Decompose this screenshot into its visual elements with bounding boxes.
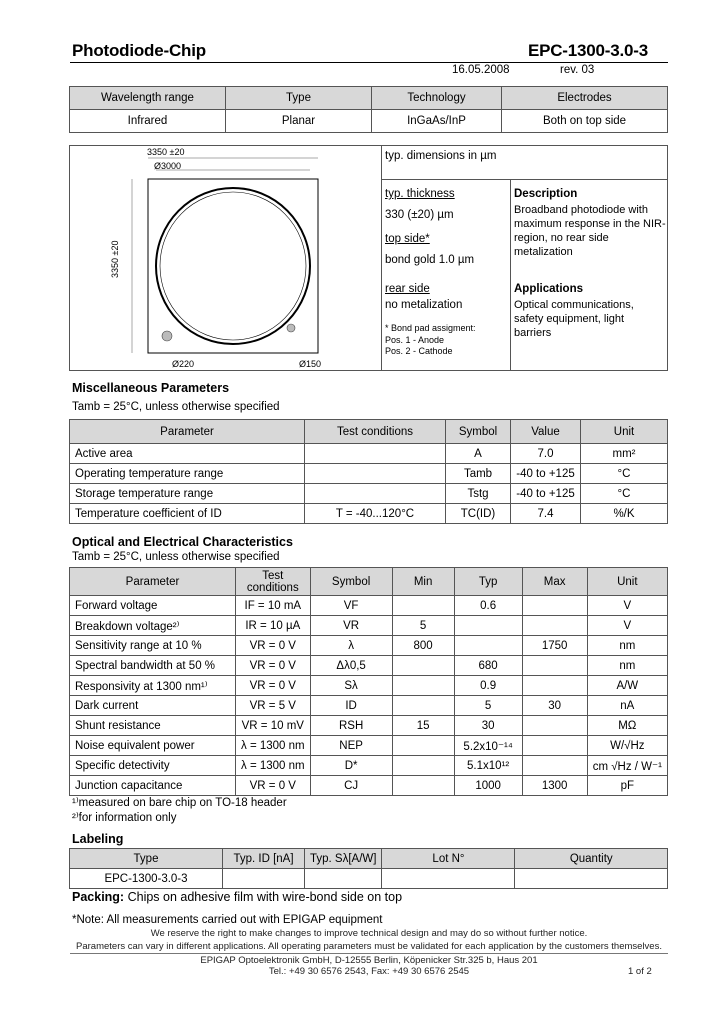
table-row xyxy=(70,716,668,736)
applications-text: Optical communications, safety equipment, light barriers xyxy=(514,299,634,339)
table-cell: VR = 5 V xyxy=(236,696,311,716)
table-row xyxy=(70,484,668,504)
misc-header: Value xyxy=(511,420,581,444)
footer-line: Tel.: +49 30 6576 2543, Fax: +49 30 6576 2545 xyxy=(268,966,470,977)
table-cell: 800 xyxy=(392,636,454,656)
optical-table xyxy=(69,567,668,796)
top-side-label: top side* xyxy=(385,233,430,245)
header-rule xyxy=(70,62,668,63)
bond-note: Pos. 2 - Cathode xyxy=(385,346,453,356)
page-title: Photodiode-Chip xyxy=(72,41,206,60)
description-title: Description xyxy=(514,188,578,200)
table-row xyxy=(70,504,668,524)
table-cell: 5.1x10¹² xyxy=(454,756,522,776)
footnote: ²⁾for information only xyxy=(72,812,177,824)
divider xyxy=(381,179,668,180)
footer-line: We reserve the right to make changes to improve technical design and may do so without further notice. xyxy=(150,928,588,939)
table-cell: IF = 10 mA xyxy=(236,596,311,616)
table-cell: Δλ0,5 xyxy=(310,656,392,676)
doc-revision: rev. 03 xyxy=(560,64,595,76)
table-cell: 1000 xyxy=(454,776,522,796)
optical-header: Max xyxy=(522,568,587,596)
summary-header: Type xyxy=(226,87,372,110)
table-cell: A xyxy=(446,444,511,464)
table-cell: 1750 xyxy=(522,636,587,656)
summary-value: Both on top side xyxy=(502,110,668,133)
table-cell: VR xyxy=(310,616,392,636)
bond-note: * Bond pad assigment: xyxy=(385,323,476,333)
table-cell: Tamb xyxy=(446,464,511,484)
table-row xyxy=(70,596,668,616)
description-text: Broadband photodiode with maximum response in the NIR-region, no rear side metalization xyxy=(514,204,666,258)
table-cell: nm xyxy=(587,636,667,656)
labeling-header: Typ. ID [nA] xyxy=(223,849,305,869)
table-cell: A/W xyxy=(587,676,667,696)
table-cell: pF xyxy=(587,776,667,796)
misc-table xyxy=(69,419,668,524)
table-cell xyxy=(305,484,446,504)
rear-side-value: no metalization xyxy=(385,299,463,311)
table-cell: Responsivity at 1300 nm¹⁾ xyxy=(70,676,236,696)
table-cell: 15 xyxy=(392,716,454,736)
table-row xyxy=(70,676,668,696)
table-cell xyxy=(522,716,587,736)
table-cell xyxy=(522,676,587,696)
table-cell xyxy=(522,596,587,616)
footer-line: Parameters can vary in different applications. All operating parameters must be validated for each application by the customers themselves. xyxy=(76,941,662,952)
table-cell: Operating temperature range xyxy=(70,464,305,484)
footer-rule xyxy=(70,953,668,954)
table-cell: -40 to +125 xyxy=(511,484,581,504)
table-cell xyxy=(454,616,522,636)
table-cell: D* xyxy=(310,756,392,776)
labeling-header: Quantity xyxy=(515,849,668,869)
table-cell: VR = 0 V xyxy=(236,656,311,676)
summary-header: Electrodes xyxy=(502,87,668,110)
page-number: 1 of 2 xyxy=(628,966,652,977)
table-cell: Forward voltage xyxy=(70,596,236,616)
dim-label: 3350 ±20 xyxy=(147,147,185,157)
dim-label: 3350 ±20 xyxy=(110,240,120,278)
table-cell: 7.4 xyxy=(511,504,581,524)
optical-header: Unit xyxy=(587,568,667,596)
misc-header: Symbol xyxy=(446,420,511,444)
table-cell: Spectral bandwidth at 50 % xyxy=(70,656,236,676)
misc-header: Unit xyxy=(581,420,668,444)
table-cell xyxy=(392,676,454,696)
table-cell: VR = 0 V xyxy=(236,636,311,656)
optical-condition: Tamb = 25°C, unless otherwise specified xyxy=(72,551,280,563)
table-cell: λ xyxy=(310,636,392,656)
table-cell xyxy=(522,616,587,636)
packing-label: Packing: xyxy=(72,890,125,904)
table-cell: 0.6 xyxy=(454,596,522,616)
table-cell xyxy=(392,696,454,716)
table-row xyxy=(70,776,668,796)
table-cell: Storage temperature range xyxy=(70,484,305,504)
table-cell: %/K xyxy=(581,504,668,524)
labeling-cell xyxy=(515,869,668,889)
labeling-cell xyxy=(305,869,382,889)
table-cell: V xyxy=(587,596,667,616)
table-row xyxy=(70,636,668,656)
table-row xyxy=(70,656,668,676)
table-cell: °C xyxy=(581,464,668,484)
packing xyxy=(72,890,402,904)
doc-date: 16.05.2008 xyxy=(452,64,510,76)
table-cell: Shunt resistance xyxy=(70,716,236,736)
labeling-cell xyxy=(223,869,305,889)
part-number: EPC-1300-3.0-3 xyxy=(527,41,648,60)
optical-header: Parameter xyxy=(70,568,236,596)
table-cell: Dark current xyxy=(70,696,236,716)
table-row xyxy=(70,756,668,776)
table-cell: MΩ xyxy=(587,716,667,736)
optical-title: Optical and Electrical Characteristics xyxy=(72,535,293,549)
table-cell: VR = 10 mV xyxy=(236,716,311,736)
labeling-header: Type xyxy=(70,849,223,869)
table-cell xyxy=(392,596,454,616)
summary-value: Planar xyxy=(226,110,372,133)
bond-note: Pos. 1 - Anode xyxy=(385,335,445,345)
table-cell: NEP xyxy=(310,736,392,756)
dims-note: typ. dimensions in µm xyxy=(385,150,497,162)
table-cell: -40 to +125 xyxy=(511,464,581,484)
divider xyxy=(510,179,511,371)
top-side-value: bond gold 1.0 µm xyxy=(385,254,475,266)
thickness-label: typ. thickness xyxy=(385,188,455,200)
table-cell: 1300 xyxy=(522,776,587,796)
table-cell: TC(ID) xyxy=(446,504,511,524)
table-cell: 30 xyxy=(454,716,522,736)
table-row xyxy=(70,696,668,716)
table-cell: Active area xyxy=(70,444,305,464)
labeling-header: Typ. Sλ[A/W] xyxy=(305,849,382,869)
table-cell: VR = 0 V xyxy=(236,776,311,796)
table-cell: ID xyxy=(310,696,392,716)
table-row xyxy=(70,736,668,756)
measurement-note: *Note: All measurements carried out with EPIGAP equipment xyxy=(72,914,383,926)
table-cell: °C xyxy=(581,484,668,504)
table-cell: 5 xyxy=(454,696,522,716)
table-cell: VF xyxy=(310,596,392,616)
table-cell: 7.0 xyxy=(511,444,581,464)
table-cell: nm xyxy=(587,656,667,676)
table-cell xyxy=(392,736,454,756)
table-cell: 680 xyxy=(454,656,522,676)
table-cell: Sλ xyxy=(310,676,392,696)
table-cell xyxy=(522,756,587,776)
labeling-cell: EPC-1300-3.0-3 xyxy=(70,869,223,889)
footer-line: EPIGAP Optoelektronik GmbH, D-12555 Berlin, Köpenicker Str.325 b, Haus 201 xyxy=(200,955,538,966)
table-cell: λ = 1300 nm xyxy=(236,736,311,756)
rear-side-label: rear side xyxy=(385,283,430,295)
table-cell xyxy=(392,776,454,796)
optical-header: Typ xyxy=(454,568,522,596)
footnote: ¹⁾measured on bare chip on TO-18 header xyxy=(72,797,287,809)
table-cell xyxy=(305,444,446,464)
dim-label: Ø150 xyxy=(299,359,322,369)
table-cell: Tstg xyxy=(446,484,511,504)
table-row xyxy=(70,444,668,464)
table-row xyxy=(70,464,668,484)
table-cell: mm² xyxy=(581,444,668,464)
table-cell: 0.9 xyxy=(454,676,522,696)
summary-header: Technology xyxy=(372,87,502,110)
table-cell xyxy=(522,736,587,756)
labeling-title: Labeling xyxy=(72,832,124,846)
dim-label: Ø220 xyxy=(172,359,195,369)
table-cell xyxy=(454,636,522,656)
table-cell: 30 xyxy=(522,696,587,716)
table-cell: Sensitivity range at 10 % xyxy=(70,636,236,656)
summary-header: Wavelength range xyxy=(70,87,226,110)
table-cell: VR = 0 V xyxy=(236,676,311,696)
optical-header: Test conditions xyxy=(236,568,311,596)
table-cell: cm √Hz / W⁻¹ xyxy=(587,756,667,776)
misc-header: Parameter xyxy=(70,420,305,444)
table-cell: Noise equivalent power xyxy=(70,736,236,756)
summary-value: Infrared xyxy=(70,110,226,133)
labeling-cell xyxy=(382,869,515,889)
table-cell: T = -40...120°C xyxy=(305,504,446,524)
optical-header: Min xyxy=(392,568,454,596)
labeling-header: Lot N° xyxy=(382,849,515,869)
dim-label: Ø3000 xyxy=(154,161,182,171)
optical-header: Symbol xyxy=(310,568,392,596)
table-cell: V xyxy=(587,616,667,636)
applications-title: Applications xyxy=(514,283,584,295)
misc-header: Test conditions xyxy=(305,420,446,444)
summary-table xyxy=(69,86,668,133)
packing-text: Chips on adhesive film with wire-bond side on top xyxy=(127,890,403,904)
table-cell xyxy=(305,464,446,484)
table-cell: 5.2x10⁻¹⁴ xyxy=(454,736,522,756)
table-cell xyxy=(392,656,454,676)
misc-title: Miscellaneous Parameters xyxy=(72,381,230,395)
table-cell xyxy=(522,656,587,676)
table-cell: RSH xyxy=(310,716,392,736)
table-cell: Junction capacitance xyxy=(70,776,236,796)
table-cell: W/√Hz xyxy=(587,736,667,756)
table-cell: Temperature coefficient of ID xyxy=(70,504,305,524)
table-cell xyxy=(392,756,454,776)
table-cell: IR = 10 µA xyxy=(236,616,311,636)
thickness-value: 330 (±20) µm xyxy=(385,209,454,221)
table-row xyxy=(70,616,668,636)
misc-condition: Tamb = 25°C, unless otherwise specified xyxy=(72,401,280,413)
table-cell: CJ xyxy=(310,776,392,796)
table-cell: 5 xyxy=(392,616,454,636)
labeling-table xyxy=(69,848,668,889)
table-cell: nA xyxy=(587,696,667,716)
summary-value: InGaAs/InP xyxy=(372,110,502,133)
table-cell: Specific detectivity xyxy=(70,756,236,776)
table-cell: Breakdown voltage²⁾ xyxy=(70,616,236,636)
table-cell: λ = 1300 nm xyxy=(236,756,311,776)
